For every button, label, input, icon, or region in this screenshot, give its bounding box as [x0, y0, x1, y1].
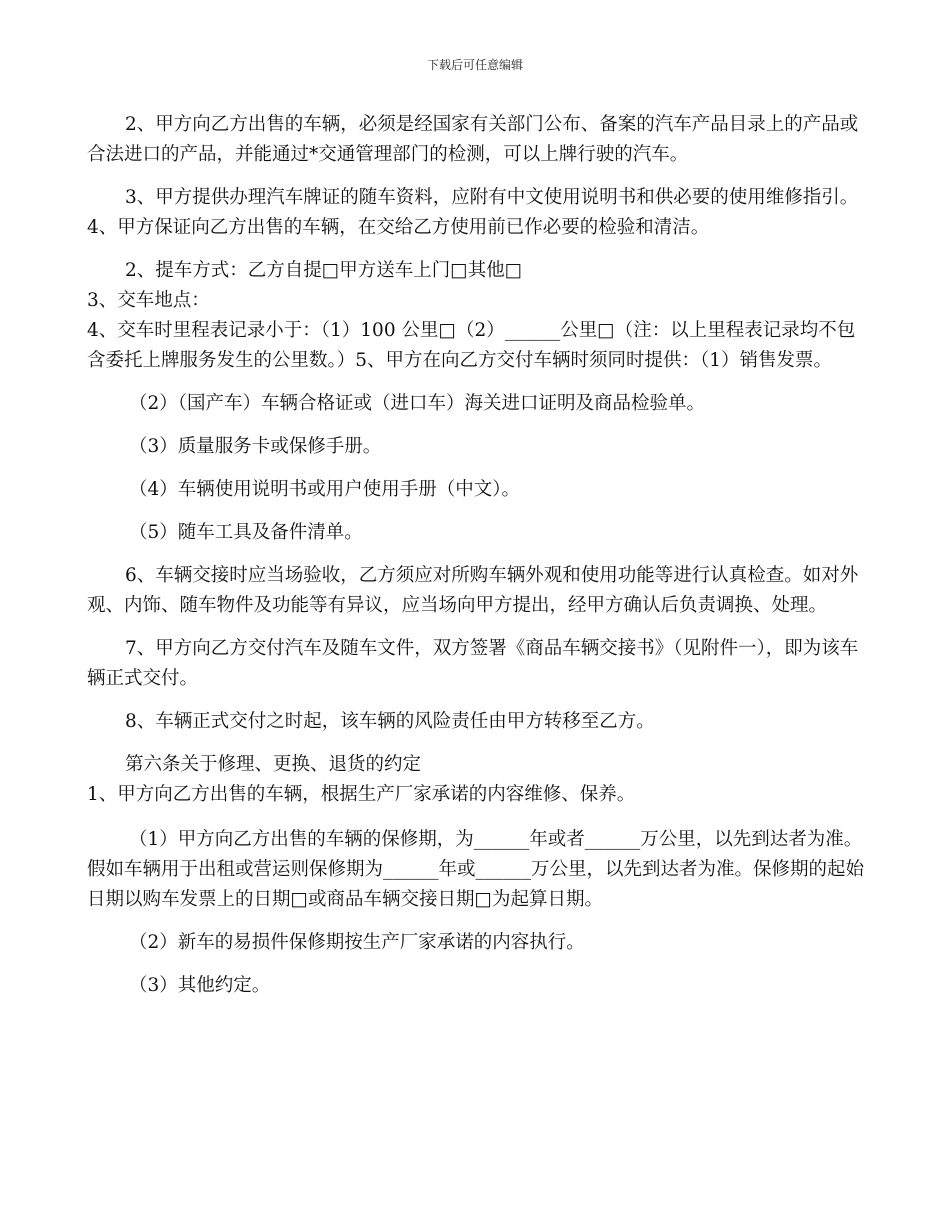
paragraph-inspection: 6、车辆交接时应当场验收，乙方须应对所购车辆外观和使用功能等进行认真检查。如对外观、内饰、随车物件及功能等有异议，应当场向甲方提出，经甲方确认后负责调换、处理。 — [87, 565, 859, 616]
paragraph-handover: 7、甲方向乙方交付汽车及随车文件，双方签署《商品车辆交接书》（见附件一），即为该车辆正式交付。 — [87, 638, 859, 689]
list-item-service-card: （3）质量服务卡或保修手册。 — [129, 436, 382, 457]
page-header-note: 下载后可任意编辑 — [426, 58, 523, 72]
paragraph-delivery-location: 3、交车地点： — [87, 290, 210, 311]
list-item-certificate: （2）（国产车）车辆合格证或（进口车）海关进口证明及商品检验单。 — [129, 393, 706, 414]
document-body — [87, 110, 867, 1001]
paragraph-pickup-method: 2、提车方式：乙方自提□甲方送车上门□其他□ — [125, 260, 523, 281]
list-item-manual: （4）车辆使用说明书或用户使用手册（中文）。 — [129, 479, 521, 500]
section-heading-article-six: 第六条关于修理、更换、退货的约定 — [125, 754, 422, 775]
list-item-tools: （5）随车工具及备件清单。 — [129, 522, 363, 543]
paragraph-wear-parts: （2）新车的易损件保修期按生产厂家承诺的内容执行。 — [129, 932, 585, 953]
paragraph-risk-transfer: 8、车辆正式交付之时起，该车辆的风险责任由甲方转移至乙方。 — [125, 711, 655, 732]
paragraph-maintenance: 1、甲方向乙方出售的车辆，根据生产厂家承诺的内容维修、保养。 — [87, 784, 636, 805]
paragraph-vehicle-compliance: 2、甲方向乙方出售的车辆，必须是经国家有关部门公布、备案的汽车产品目录上的产品或合法进口的产品，并能通过*交通管理部门的检测，可以上牌行驶的汽车。 — [87, 114, 859, 165]
paragraph-registration-documents: 3、甲方提供办理汽车牌证的随车资料，应附有中文使用说明书和供必要的使用维修指引。4、甲方保证向乙方出售的车辆，在交给乙方使用前已作必要的检验和清洁。 — [87, 187, 859, 238]
paragraph-other-terms: （3）其他约定。 — [129, 975, 271, 996]
paragraph-odometer-and-documents: 4、交车时里程表记录小于：（1）100 公里□（2）______公里□（注：以上里程表记录均不包含委托上牌服务发生的公里数。）5、甲方在向乙方交付车辆时须同时提供：（1）销售发票。 — [87, 320, 856, 371]
paragraph-warranty-period: （1）甲方向乙方出售的车辆的保修期，为______年或者______万公里，以先到达者为准。假如车辆用于出租或营运则保修期为______年或______万公里，以先到达者为准。保修期的起始日期以购车发票上的日期□或商品车辆交接日期□为起算日期。 — [87, 829, 865, 910]
